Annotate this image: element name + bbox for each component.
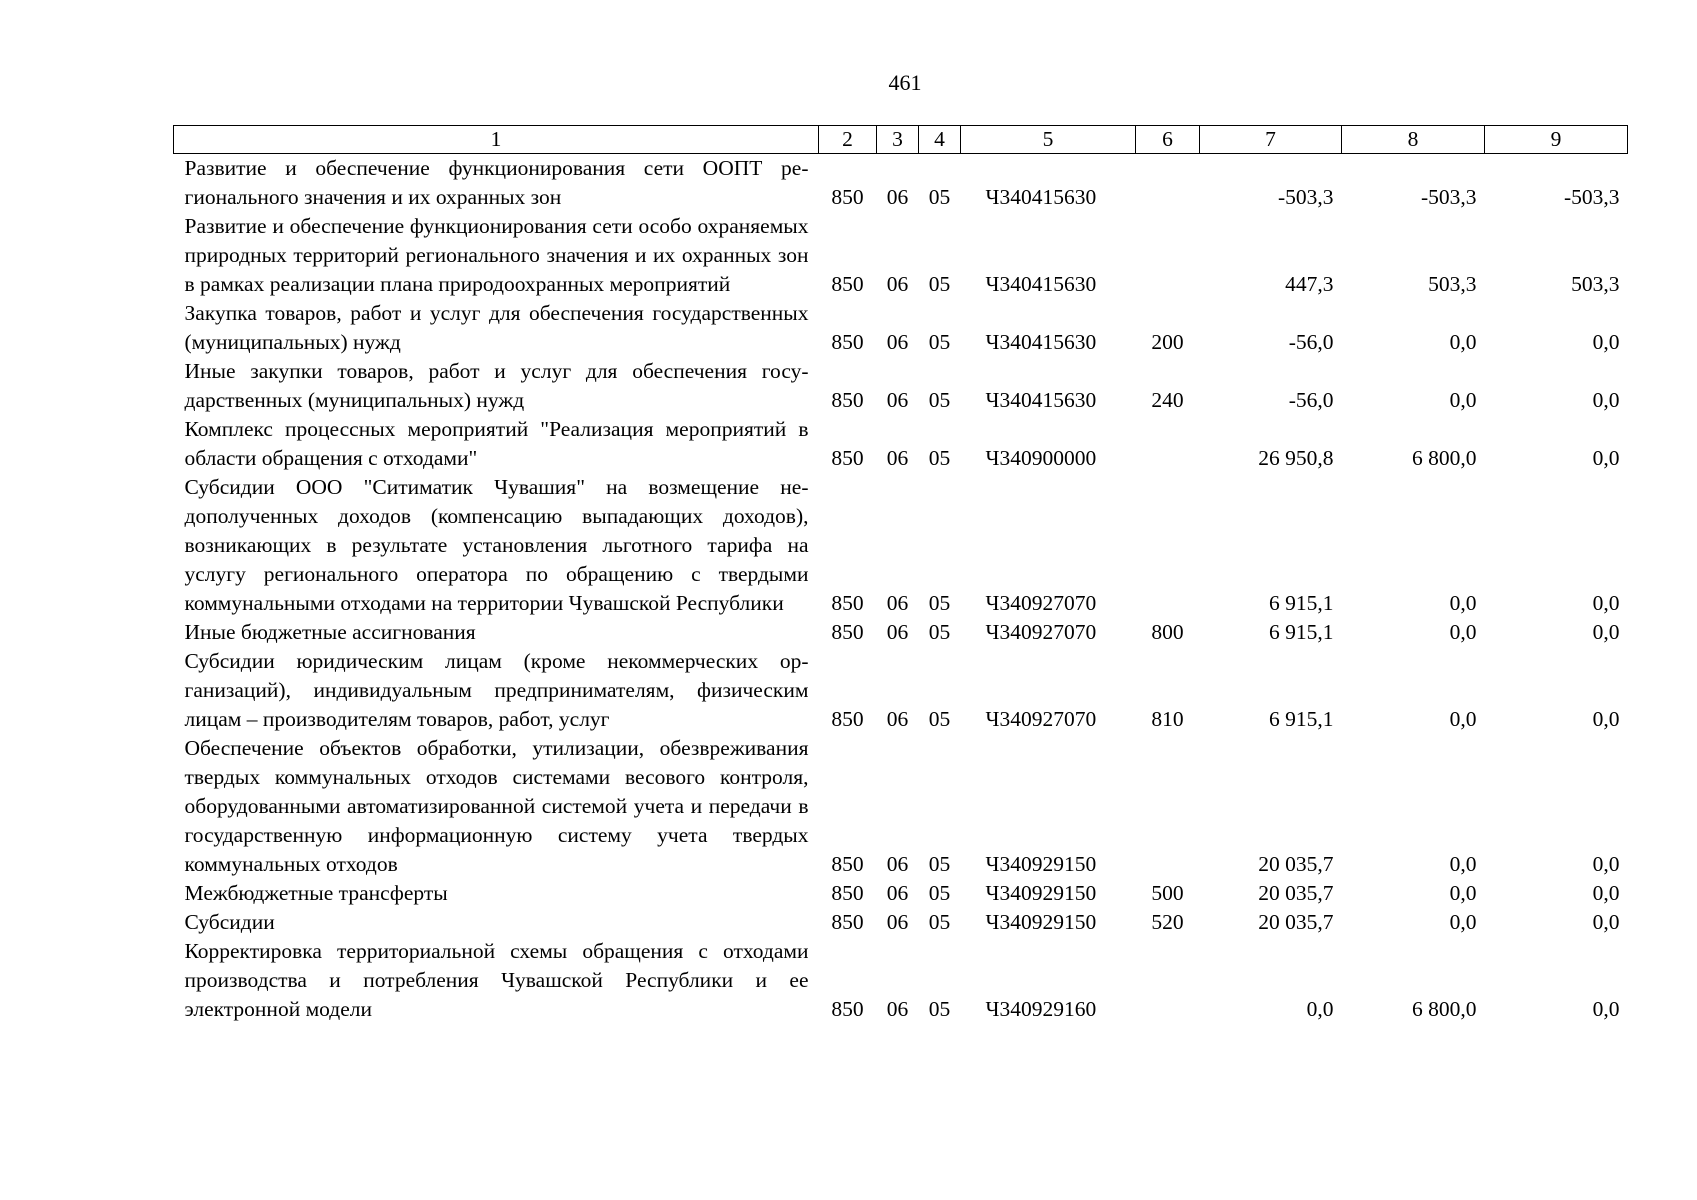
target-article-code: Ч340415630 [985,272,1097,296]
ministry-code: 850 [831,910,864,934]
item-name: Субсидии ООО "Ситиматик Чувашия" на возмещение недополученных доходов (компенсацию выпадающих доходов), возникающих в результате установления льготного тарифа на услугу регионального оператора по обращению с твердыми коммунальными отходами на территории Чувашской Республики [184,475,809,615]
item-name: Закупка товаров, работ и услуг для обеспечения государственных (муниципальных) нужд [184,301,809,354]
amount-col-9: 0,0 [1592,591,1620,615]
subsection-code: 05 [928,330,951,354]
amount-col-8: 0,0 [1449,388,1477,412]
expense-type-code [1136,415,1200,473]
column-header: 7 [1200,126,1342,154]
ministry-code: 850 [831,852,864,876]
amount-col-9: 0,0 [1592,910,1620,934]
amount-col-9: 503,3 [1571,272,1620,296]
column-header: 2 [819,126,877,154]
item-name: Субсидии [184,910,275,934]
subsection-code: 05 [928,620,951,644]
item-name: Иные закупки товаров, работ и услуг для обеспечения государственных (муниципальных) нужд [184,359,809,412]
expense-type-code: 810 [1151,707,1184,731]
target-article-code: Ч340900000 [985,446,1097,470]
ministry-code: 850 [831,388,864,412]
expense-type-code: 520 [1151,910,1184,934]
column-header: 6 [1136,126,1200,154]
table-header [174,126,1628,154]
ministry-code: 850 [831,707,864,731]
amount-col-8: 0,0 [1449,881,1477,905]
section-code: 06 [886,185,909,209]
subsection-code: 05 [928,707,951,731]
expense-type-code: 500 [1151,881,1184,905]
section-code: 06 [886,446,909,470]
budget-table [173,125,1628,1024]
table-row [174,879,1628,908]
amount-col-9: 0,0 [1592,852,1620,876]
table-row [174,212,1628,299]
amount-col-9: 0,0 [1592,881,1620,905]
item-name: Обеспечение объектов обработки, утилизации, обезвреживания твердых коммунальных отходов системами весового контроля, оборудованными автоматизированной системой учета и передачи в государственную информационную систему учета твердых коммунальных отходов [184,736,809,876]
subsection-code: 05 [928,388,951,412]
subsection-code: 05 [928,185,951,209]
amount-col-7: 6 915,1 [1269,620,1334,644]
amount-col-8: 6 800,0 [1412,446,1477,470]
column-header: 3 [877,126,919,154]
section-code: 06 [886,272,909,296]
amount-col-8: 6 800,0 [1412,997,1477,1021]
section-code: 06 [886,881,909,905]
table-row [174,937,1628,1024]
section-code: 06 [886,852,909,876]
page-number: 461 [888,70,922,95]
target-article-code: Ч340927070 [985,620,1097,644]
expense-type-code [1136,154,1200,213]
column-header: 5 [961,126,1136,154]
table-row [174,415,1628,473]
item-name: Развитие и обеспечение функционирования сети ООПТ регионального значения и их охранных зон [184,156,809,209]
target-article-code: Ч340927070 [985,591,1097,615]
subsection-code: 05 [928,997,951,1021]
section-code: 06 [886,388,909,412]
ministry-code: 850 [831,620,864,644]
section-code: 06 [886,330,909,354]
amount-col-9: 0,0 [1592,707,1620,731]
item-name: Корректировка территориальной схемы обращения с отходами производства и потребления Чувашской Республики и ее электронной модели [184,939,809,1021]
table-row [174,299,1628,357]
amount-col-9: 0,0 [1592,330,1620,354]
amount-col-8: 0,0 [1449,852,1477,876]
amount-col-9: -503,3 [1563,185,1620,209]
header-row [174,126,1628,154]
subsection-code: 05 [928,910,951,934]
subsection-code: 05 [928,272,951,296]
expense-type-code [1136,212,1200,299]
table-row [174,357,1628,415]
amount-col-7: 20 035,7 [1258,852,1334,876]
amount-col-9: 0,0 [1592,620,1620,644]
amount-col-9: 0,0 [1592,388,1620,412]
target-article-code: Ч340415630 [985,330,1097,354]
ministry-code: 850 [831,997,864,1021]
table-row [174,473,1628,618]
table-row [174,618,1628,647]
expense-type-code [1136,734,1200,879]
amount-col-8: 503,3 [1428,272,1477,296]
table-row [174,647,1628,734]
target-article-code: Ч340929150 [985,910,1097,934]
expense-type-code: 800 [1151,620,1184,644]
amount-col-7: 20 035,7 [1258,881,1334,905]
item-name: Развитие и обеспечение функционирования сети особо охраняемых природных территорий регионального значения и их охранных зон в рамках реализации плана природоохранных мероприятий [184,214,809,296]
ministry-code: 850 [831,591,864,615]
expense-type-code: 200 [1151,330,1184,354]
target-article-code: Ч340415630 [985,185,1097,209]
expense-type-code [1136,937,1200,1024]
amount-col-7: 26 950,8 [1258,446,1334,470]
subsection-code: 05 [928,852,951,876]
amount-col-7: 6 915,1 [1269,591,1334,615]
item-name: Иные бюджетные ассигнования [184,620,476,644]
column-header: 8 [1342,126,1485,154]
target-article-code: Ч340415630 [985,388,1097,412]
item-name: Комплекс процессных мероприятий "Реализация мероприятий в области обращения с отходами" [184,417,809,470]
column-header: 1 [174,126,819,154]
ministry-code: 850 [831,330,864,354]
table-row [174,734,1628,879]
section-code: 06 [886,707,909,731]
amount-col-8: 0,0 [1449,910,1477,934]
amount-col-8: 0,0 [1449,707,1477,731]
expense-type-code: 240 [1151,388,1184,412]
column-header: 9 [1485,126,1628,154]
subsection-code: 05 [928,591,951,615]
amount-col-7: 20 035,7 [1258,910,1334,934]
target-article-code: Ч340929150 [985,881,1097,905]
ministry-code: 850 [831,446,864,470]
target-article-code: Ч340927070 [985,707,1097,731]
section-code: 06 [886,997,909,1021]
section-code: 06 [886,591,909,615]
column-header: 4 [919,126,961,154]
item-name: Субсидии юридическим лицам (кроме некоммерческих организаций), индивидуальным предпринимателям, физическим лицам – производителям товаров, работ, услуг [184,649,809,731]
amount-col-7: 447,3 [1285,272,1334,296]
expense-type-code [1136,473,1200,618]
target-article-code: Ч340929150 [985,852,1097,876]
item-name: Межбюджетные трансферты [184,881,448,905]
ministry-code: 850 [831,881,864,905]
ministry-code: 850 [831,185,864,209]
amount-col-8: 0,0 [1449,591,1477,615]
section-code: 06 [886,910,909,934]
amount-col-7: 0,0 [1306,997,1334,1021]
amount-col-8: 0,0 [1449,330,1477,354]
subsection-code: 05 [928,446,951,470]
amount-col-7: -56,0 [1288,330,1334,354]
target-article-code: Ч340929160 [985,997,1097,1021]
table-row [174,908,1628,937]
amount-col-8: 0,0 [1449,620,1477,644]
amount-col-8: -503,3 [1420,185,1477,209]
amount-col-7: -503,3 [1277,185,1334,209]
table-row [174,154,1628,213]
section-code: 06 [886,620,909,644]
table-body [174,154,1628,1025]
amount-col-7: -56,0 [1288,388,1334,412]
amount-col-9: 0,0 [1592,446,1620,470]
subsection-code: 05 [928,881,951,905]
amount-col-9: 0,0 [1592,997,1620,1021]
amount-col-7: 6 915,1 [1269,707,1334,731]
ministry-code: 850 [831,272,864,296]
